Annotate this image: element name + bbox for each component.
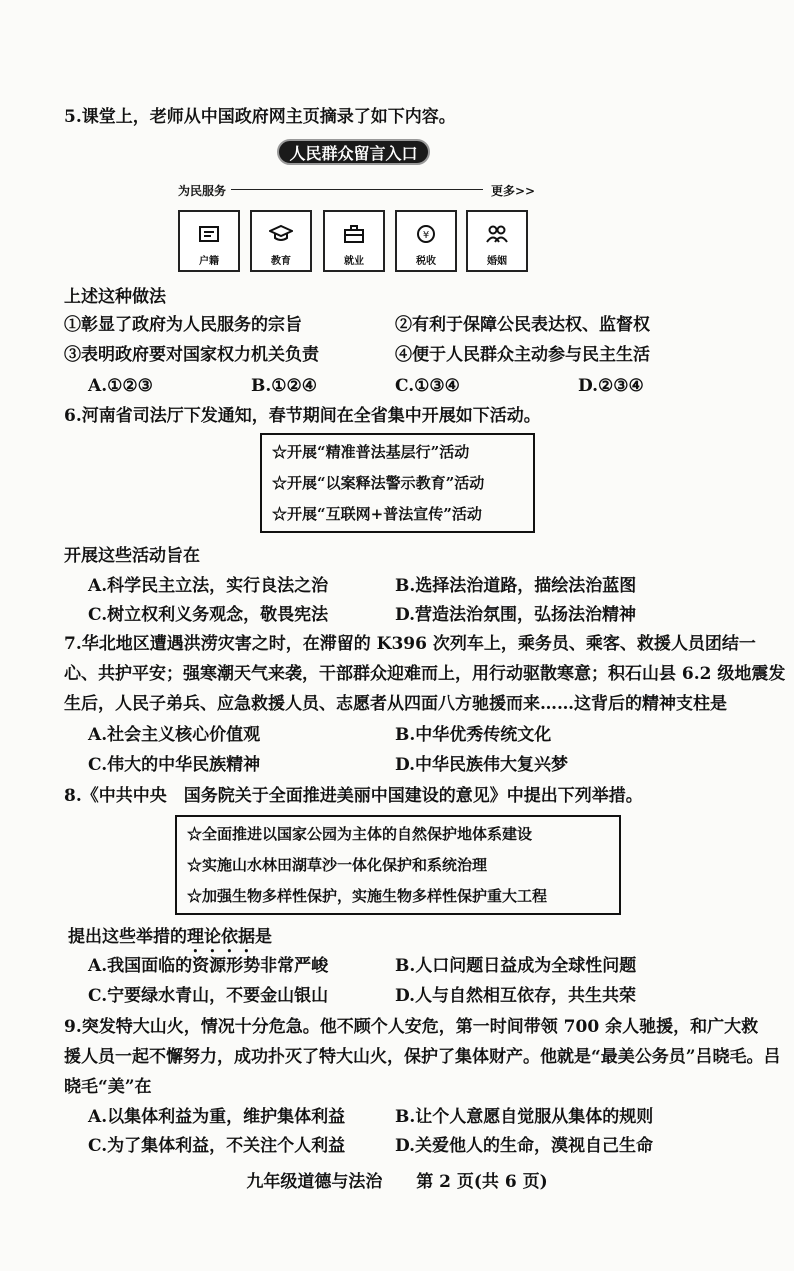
q6-activity-box (260, 433, 535, 533)
q8-measures-box (175, 815, 621, 915)
service-card-huji (178, 210, 240, 272)
q6-option-b: B.选择法治道路，描绘法治蓝图 (395, 576, 637, 596)
service-card-label: 户籍 (199, 256, 219, 267)
q5-stem: 5.课堂上，老师从中国政府网主页摘录了如下内容。 (64, 107, 456, 127)
q8-measure-1: ☆全面推进以国家公园为主体的自然保护地体系建设 (187, 825, 533, 843)
service-card-label: 婚姻 (487, 256, 507, 267)
service-card-label: 税收 (416, 256, 436, 267)
q5-statement-2: ②有利于保障公民表达权、监督权 (395, 315, 650, 335)
q9-option-a: A.以集体利益为重，维护集体利益 (88, 1107, 346, 1127)
service-card-shuishou (395, 210, 457, 272)
q8-option-b: B.人口问题日益成为全球性问题 (395, 956, 637, 976)
q9-option-b: B.让个人意愿自觉服从集体的规则 (395, 1107, 654, 1127)
q8-measure-2: ☆实施山水林田湖草沙一体化保护和系统治理 (187, 856, 488, 874)
q9-option-c: C.为了集体利益，不关注个人利益 (88, 1136, 346, 1156)
q7-line-2: 心、共护平安；强寒潮天气来袭，干部群众迎难而上，用行动驱散寒意；积石山县 6.2 级地震发 (64, 664, 786, 684)
q9-option-d: D.关爱他人的生命，漠视自己生命 (395, 1136, 654, 1156)
briefcase-icon (342, 222, 366, 246)
q6-activity-3: ☆开展“互联网+普法宣传”活动 (272, 505, 482, 523)
service-card-label: 教育 (271, 256, 291, 267)
q8-prompt-pre: 提出这些举措的 (68, 927, 187, 947)
footer-subject: 九年级道德与法治 (246, 1172, 383, 1192)
q7-line-1: 7.华北地区遭遇洪涝灾害之时，在滞留的 K396 次列车上，乘务员、乘客、救援人员团结一 (64, 634, 756, 654)
q6-activity-2: ☆开展“以案释法警示教育”活动 (272, 474, 485, 492)
q6-option-d: D.营造法治氛围，弘扬法治精神 (395, 605, 637, 625)
id-card-icon (197, 222, 221, 246)
q9-line-2: 援人员一起不懈努力，成功扑灭了特大山火，保护了集体财产。他就是“最美公务员”吕晓毛。吕 (64, 1047, 781, 1067)
divider (231, 189, 483, 190)
service-card-label: 就业 (344, 256, 364, 267)
q5-statement-1: ①彰显了政府为人民服务的宗旨 (64, 315, 302, 335)
q6-option-a: A.科学民主立法，实行良法之治 (88, 576, 329, 596)
q7-option-b: B.中华优秀传统文化 (395, 725, 552, 745)
q5-option-c: C.①③④ (395, 376, 460, 396)
q8-option-d: D.人与自然相互依存，共生共荣 (395, 986, 637, 1006)
q8-measure-3: ☆加强生物多样性保护，实施生物多样性保护重大工程 (187, 887, 548, 905)
q7-option-c: C.伟大的中华民族精神 (88, 755, 261, 775)
q6-activity-1: ☆开展“精准普法基层行”活动 (272, 443, 470, 461)
service-card-hunyin (466, 210, 528, 272)
q9-line-3: 晓毛“美”在 (64, 1077, 152, 1097)
q5-prompt: 上述这种做法 (64, 287, 166, 307)
q6-stem: 6.河南省司法厅下发通知，春节期间在全省集中开展如下活动。 (64, 406, 541, 426)
page-footer (0, 1167, 794, 1192)
q6-option-c: C.树立权利义务观念，敬畏宪法 (88, 605, 329, 625)
q7-line-3: 生后，人民子弟兵、应急救援人员、志愿者从四面八方驰援而来……这背后的精神支柱是 (64, 694, 727, 714)
q9-line-1: 9.突发特大山火，情况十分危急。他不顾个人安危，第一时间带领 700 余人驰援，和广大救 (64, 1017, 759, 1037)
couple-icon (485, 222, 509, 246)
q5-option-b: B.①②④ (251, 376, 318, 396)
q6-prompt: 开展这些活动旨在 (64, 546, 200, 566)
q7-option-a: A.社会主义核心价值观 (88, 725, 261, 745)
message-entry-badge: 人民群众留言入口 (277, 139, 430, 165)
q8-stem: 8.《中共中央 国务院关于全面推进美丽中国建设的意见》中提出下列举措。 (64, 786, 643, 806)
more-link: 更多>> (491, 184, 536, 198)
service-card-jiaoyu (250, 210, 312, 272)
q8-prompt (68, 926, 272, 957)
q8-prompt-post: 是 (255, 927, 272, 947)
tax-coin-icon (414, 222, 438, 246)
q8-option-a: A.我国面临的资源形势非常严峻 (88, 956, 329, 976)
footer-page-number: 第 2 页(共 6 页) (416, 1172, 548, 1192)
svg-text:¥: ¥ (422, 230, 430, 241)
q5-option-d: D.②③④ (578, 376, 644, 396)
q7-option-d: D.中华民族伟大复兴梦 (395, 755, 569, 775)
graduation-cap-icon (269, 222, 293, 246)
q5-statement-3: ③表明政府要对国家权力机关负责 (64, 345, 319, 365)
q8-option-c: C.宁要绿水青山，不要金山银山 (88, 986, 329, 1006)
q5-option-a: A.①②③ (88, 376, 153, 396)
service-card-jiuye (323, 210, 385, 272)
q5-statement-4: ④便于人民群众主动参与民主生活 (395, 345, 650, 365)
service-label: 为民服务 (178, 184, 227, 198)
q8-prompt-emphasis: 理论依据 (187, 927, 255, 947)
